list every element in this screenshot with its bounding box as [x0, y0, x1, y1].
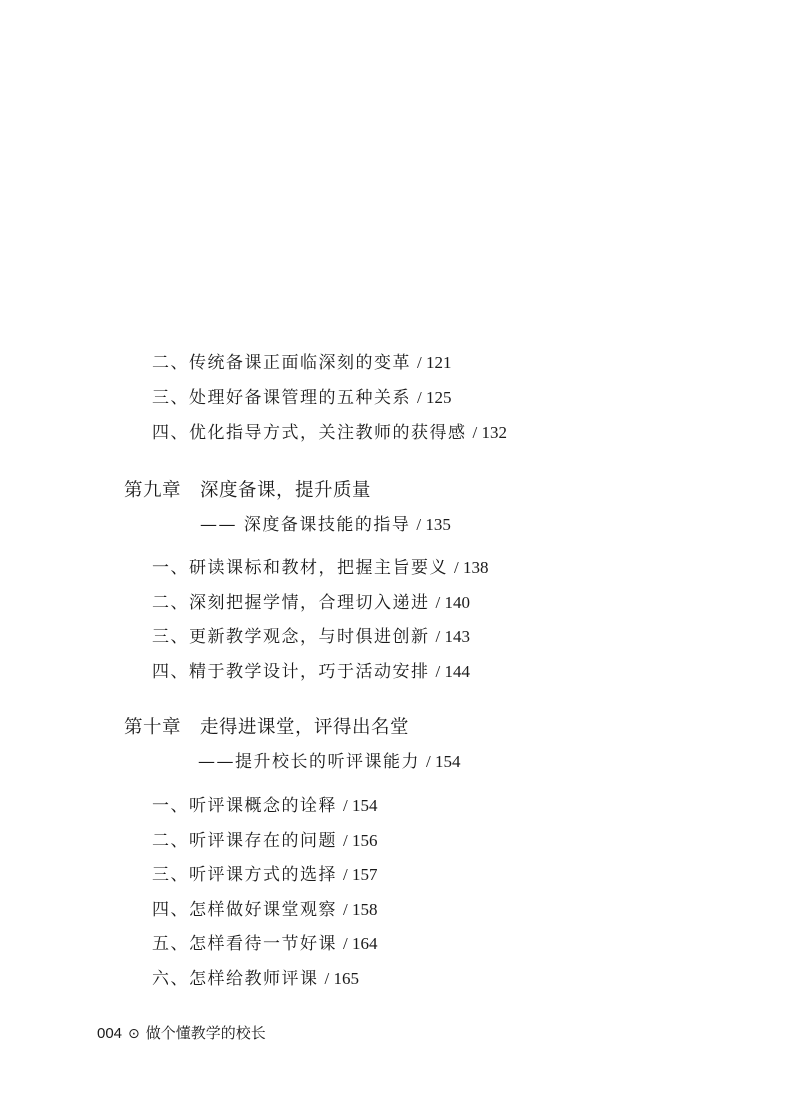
toc-entry[interactable] [152, 352, 451, 374]
toc-entry-label: 五、怎样看待一节好课 [152, 934, 337, 954]
chapter-number: 第十章 [124, 717, 182, 738]
toc-entry-page: / 132 [472, 423, 507, 442]
chapter-subtitle-text: ——提升校长的听评课能力 [198, 752, 420, 772]
toc-entry-page: / 157 [343, 865, 378, 884]
toc-entry-label: 一、听评课概念的诠释 [152, 796, 337, 816]
toc-entry-page: / 140 [435, 593, 470, 612]
toc-entry-page: / 158 [343, 900, 378, 919]
toc-entry[interactable] [152, 830, 377, 852]
chapter-heading[interactable] [124, 716, 409, 740]
toc-entry-page: / 143 [435, 627, 470, 646]
chapter-number: 第九章 [124, 480, 182, 501]
toc-entry[interactable] [152, 795, 377, 817]
toc-entry[interactable] [152, 626, 470, 648]
toc-entry-label: 三、处理好备课管理的五种关系 [152, 388, 411, 408]
chapter-subtitle-page: / 135 [416, 515, 451, 534]
toc-entry-page: / 165 [324, 969, 359, 988]
chapter-title: 走得进课堂，评得出名堂 [200, 717, 410, 738]
toc-entry-label: 二、听评课存在的问题 [152, 831, 337, 851]
toc-entry-page: / 138 [454, 558, 489, 577]
chapter-heading[interactable] [124, 479, 371, 503]
toc-entry[interactable] [152, 933, 377, 955]
toc-entry[interactable] [152, 899, 377, 921]
toc-entry-label: 六、怎样给教师评课 [152, 969, 319, 989]
toc-entry-page: / 154 [343, 796, 378, 815]
toc-entry-page: / 121 [417, 353, 452, 372]
toc-entry[interactable] [152, 968, 359, 990]
chapter-subtitle-page: / 154 [426, 752, 461, 771]
page-footer [97, 1023, 266, 1044]
chapter-subtitle[interactable] [200, 514, 451, 536]
book-title: 做个懂教学的校长 [145, 1024, 266, 1042]
bullet-circle-icon: ⊙ [128, 1026, 140, 1042]
toc-entry-label: 二、传统备课正面临深刻的变革 [152, 353, 411, 373]
toc-entry-page: / 125 [417, 388, 452, 407]
chapter-subtitle[interactable] [198, 751, 460, 773]
chapter-subtitle-text: —— 深度备课技能的指导 [200, 515, 411, 535]
toc-entry[interactable] [152, 422, 507, 444]
toc-entry-label: 一、研读课标和教材，把握主旨要义 [152, 558, 448, 578]
toc-entry-label: 四、精于教学设计，巧于活动安排 [152, 662, 430, 682]
toc-entry-page: / 164 [343, 934, 378, 953]
toc-entry-label: 三、听评课方式的选择 [152, 865, 337, 885]
toc-entry[interactable] [152, 864, 377, 886]
toc-entry-label: 四、怎样做好课堂观察 [152, 900, 337, 920]
page-number: 004 [97, 1025, 123, 1042]
toc-entry-page: / 156 [343, 831, 378, 850]
toc-entry-page: / 144 [435, 662, 470, 681]
toc-entry-label: 三、更新教学观念，与时俱进创新 [152, 627, 430, 647]
toc-entry-label: 四、优化指导方式，关注教师的获得感 [152, 423, 467, 443]
toc-entry-label: 二、深刻把握学情，合理切入递进 [152, 593, 430, 613]
toc-entry[interactable] [152, 557, 488, 579]
toc-entry[interactable] [152, 661, 470, 683]
toc-entry[interactable] [152, 592, 470, 614]
toc-entry[interactable] [152, 387, 451, 409]
chapter-title: 深度备课，提升质量 [200, 480, 372, 501]
